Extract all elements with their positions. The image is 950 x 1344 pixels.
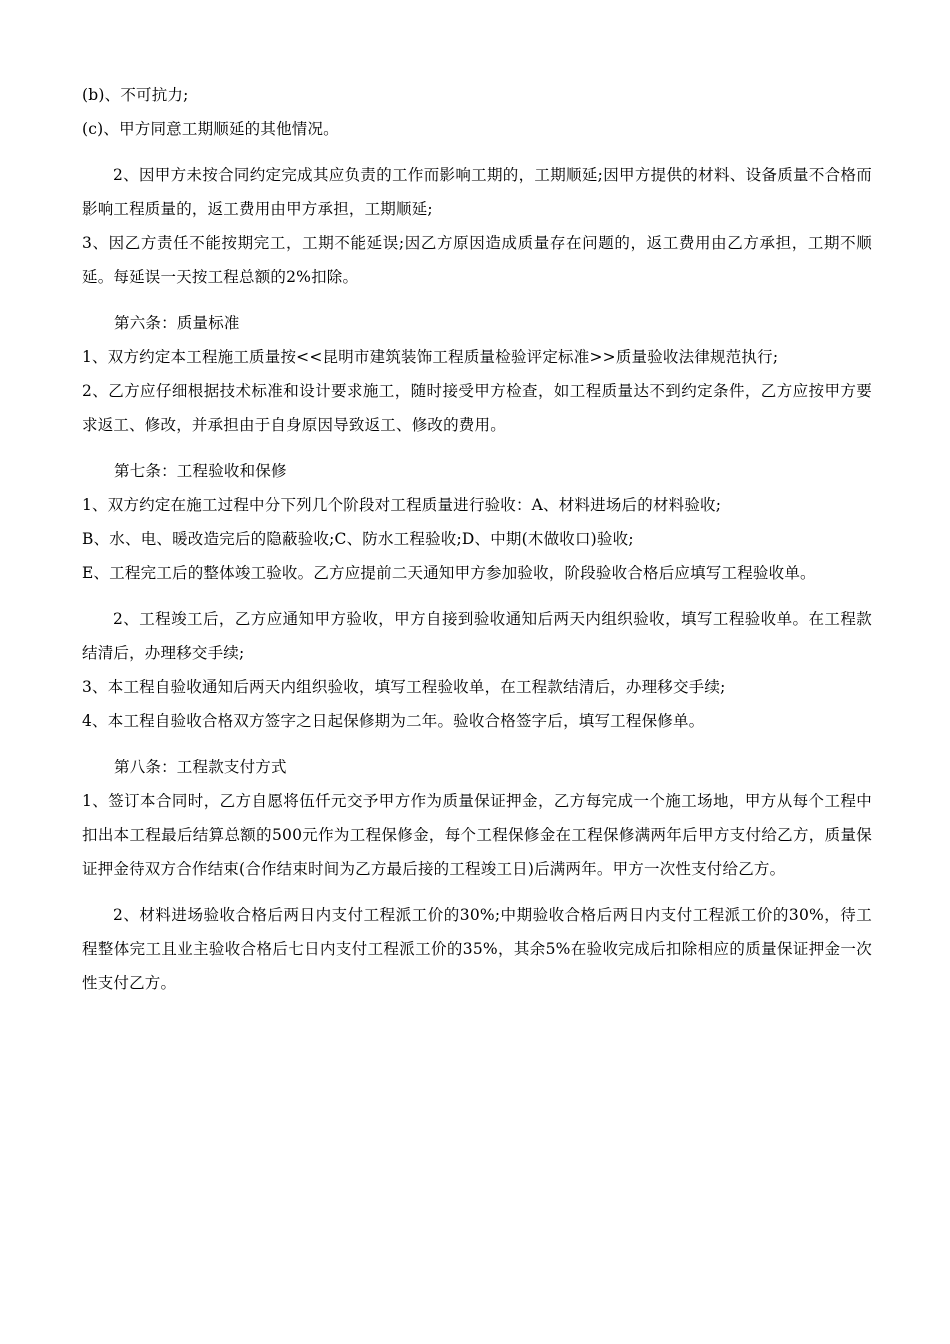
paragraph-quality-standard: 1、双方约定本工程施工质量按<<昆明市建筑装饰工程质量检验评定标准>>质量验收法律规范执行; — [82, 348, 779, 366]
paragraph-party-b-delay: 3、因乙方责任不能按期完工，工期不能延误;因乙方原因造成质量存在问题的，返工费用由乙方承担，工期不顺延。每延误一天按工程总额的2%扣除。 — [82, 234, 872, 286]
paragraph-quality-rework: 2、乙方应仔细根据技术标准和设计要求施工，随时接受甲方检查，如工程质量达不到约定条件，乙方应按甲方要求返工、修改，并承担由于自身原因导致返工、修改的费用。 — [82, 382, 872, 434]
section-heading-acceptance: 第七条：工程验收和保修 — [114, 462, 287, 480]
section-heading-quality: 第六条：质量标准 — [114, 314, 240, 332]
section-heading-payment: 第八条：工程款支付方式 — [114, 758, 287, 776]
paragraph-other-delay: (c)、甲方同意工期顺延的其他情况。 — [82, 120, 339, 138]
paragraph-party-a-delay: 2、因甲方未按合同约定完成其应负责的工作而影响工期的，工期顺延;因甲方提供的材料、设备质量不合格而影响工程质量的，返工费用由甲方承担，工期顺延; — [82, 166, 872, 218]
paragraph-force-majeure: (b)、不可抗力; — [82, 86, 189, 104]
paragraph-payment-schedule: 2、材料进场验收合格后两日内支付工程派工价的30%;中期验收合格后两日内支付工程派工价的30%，待工程整体完工且业主验收合格后七日内支付工程派工价的35%，其余5%在验收完成后扣除相应的质量保证押金一次性支付乙方。 — [82, 906, 872, 992]
paragraph-deposit: 1、签订本合同时，乙方自愿将伍仟元交予甲方作为质量保证押金，乙方每完成一个施工场地，甲方从每个工程中扣出本工程最后结算总额的500元作为工程保修金，每个工程保修金在工程保修满两年后甲方支付给乙方，质量保证押金待双方合作结束(合作结束时间为乙方最后接的工程竣工日)后满两年。甲方一次性支付给乙方。 — [82, 792, 872, 878]
document-page — [82, 78, 872, 1000]
paragraph-acceptance-stages: 1、双方约定在施工过程中分下列几个阶段对工程质量进行验收：A、材料进场后的材料验收; — [82, 496, 722, 514]
paragraph-completion: 2、工程竣工后，乙方应通知甲方验收，甲方自接到验收通知后两天内组织验收，填写工程验收单。在工程款结清后，办理移交手续; — [82, 610, 872, 662]
paragraph-handover: 3、本工程自验收通知后两天内组织验收，填写工程验收单，在工程款结清后，办理移交手续; — [82, 678, 726, 696]
paragraph-acceptance-final: E、工程完工后的整体竣工验收。乙方应提前二天通知甲方参加验收，阶段验收合格后应填写工程验收单。 — [82, 564, 816, 582]
paragraph-warranty: 4、本工程自验收合格双方签字之日起保修期为二年。验收合格签字后，填写工程保修单。 — [82, 712, 705, 730]
paragraph-acceptance-hidden: B、水、电、暖改造完后的隐蔽验收;C、防水工程验收;D、中期(木做收口)验收; — [82, 530, 634, 548]
